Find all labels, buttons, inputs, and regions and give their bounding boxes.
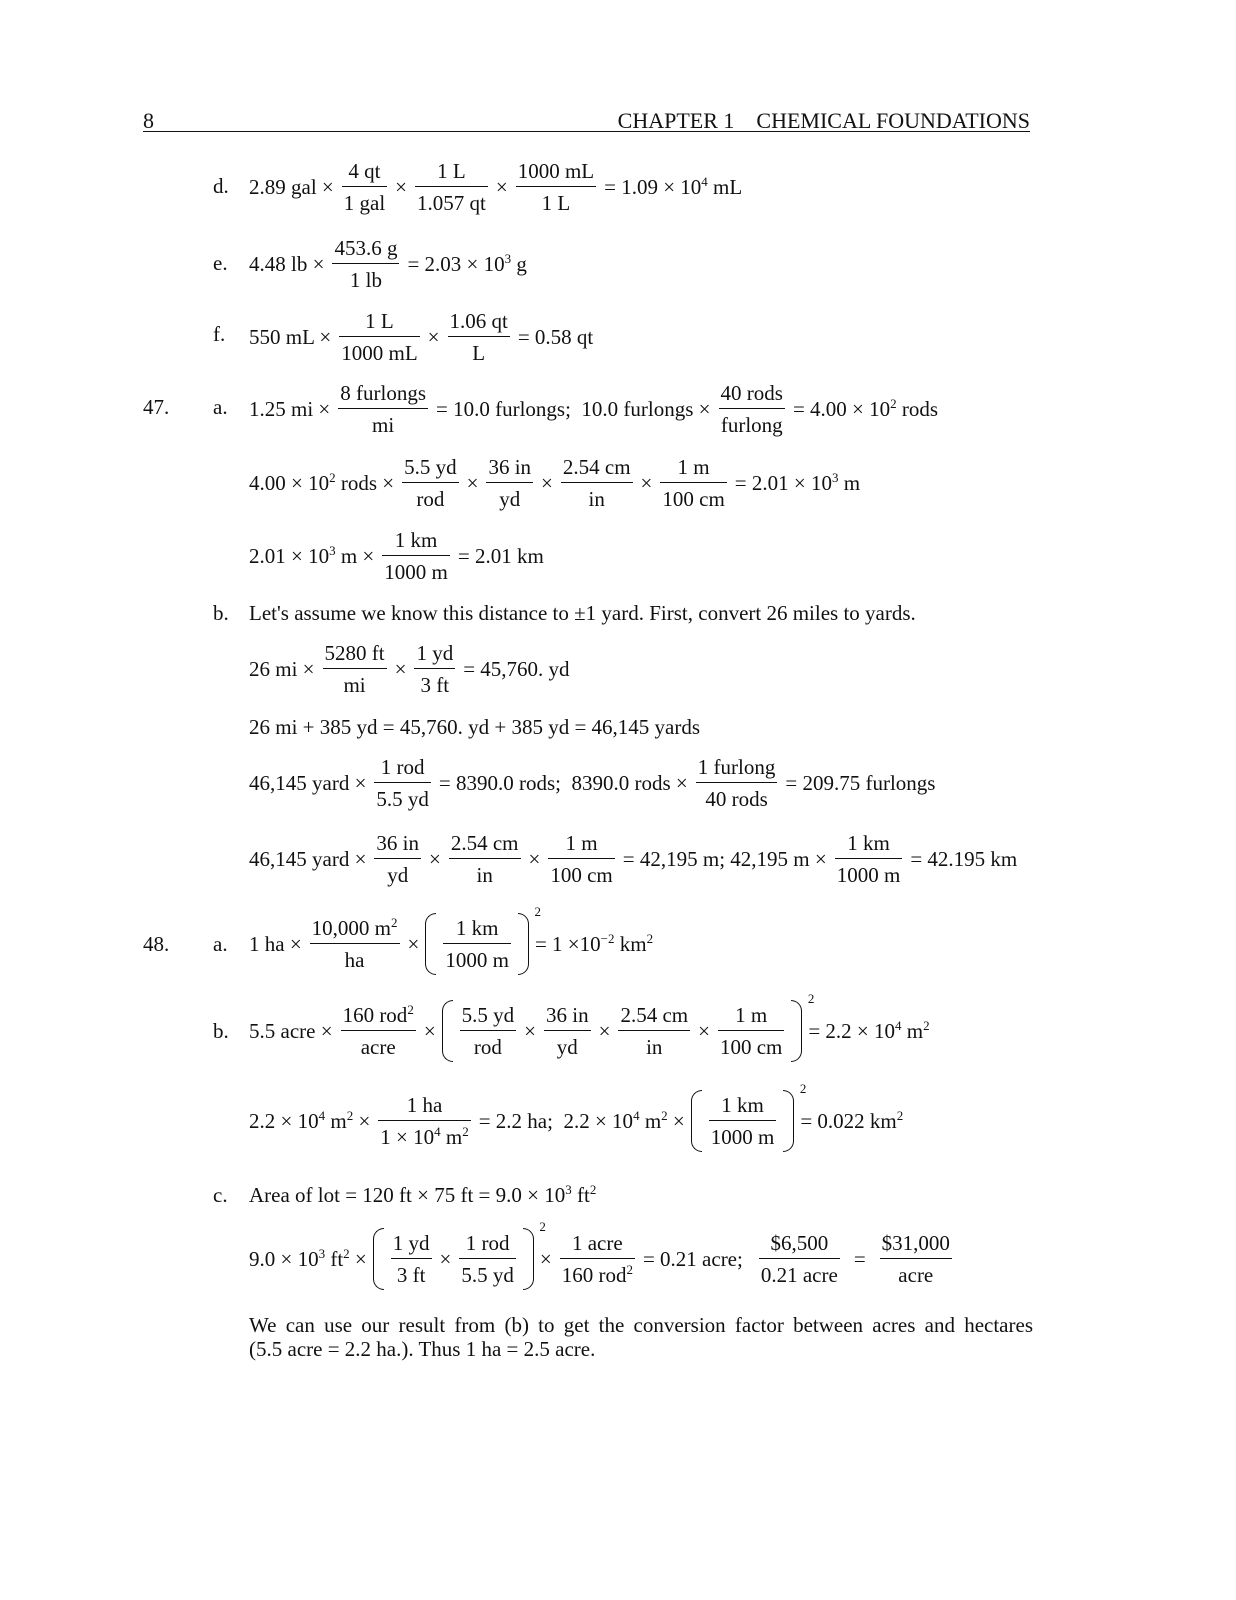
parenthesized-group bbox=[373, 1219, 546, 1288]
fraction: $\frac{1 km}{1000 m}$ bbox=[384, 528, 448, 585]
eq-result: = $1.09 \times 10^4$ mL bbox=[604, 173, 743, 199]
fraction: $\frac{1 m}{100 cm}$ bbox=[550, 831, 613, 888]
fraction: $\frac{\text{1 acre}}{160 rod^2}$ bbox=[561, 1231, 633, 1288]
times-sign: × bbox=[541, 470, 553, 495]
parenthesized-group bbox=[425, 904, 541, 973]
equation-47a-3 bbox=[249, 529, 544, 583]
fraction: $\frac{2.54 cm}{in}$ bbox=[562, 455, 631, 512]
eq-lead: $9.0 \times 10^3$ $ft^2$ × bbox=[249, 1245, 367, 1271]
line-47b-2: 26 mi + 385 yd = 45,760. yd + 385 yd = 46,145 yards bbox=[249, 715, 701, 739]
equation-47b-3 bbox=[249, 756, 935, 810]
label-d: d. bbox=[213, 174, 229, 198]
eq-result: = 42.195 km bbox=[910, 846, 1018, 871]
eq-result: = 209.75 furlongs bbox=[785, 770, 936, 795]
fraction: $\frac{1 m}{100 cm}$ bbox=[719, 1003, 783, 1060]
times-sign: × bbox=[539, 1246, 552, 1271]
parenthesized-group bbox=[442, 991, 815, 1060]
fraction: $\frac{1 ha}{1 \times 10^4 m^2}$ bbox=[380, 1093, 469, 1150]
times-sign: × bbox=[495, 174, 508, 199]
label-48b: b. bbox=[213, 1019, 229, 1043]
eq-lead: 1 ha × bbox=[249, 931, 302, 956]
fraction: $\frac{\text{1 rod}}{5.5 yd}$ bbox=[461, 1231, 514, 1288]
equation-48b-2 bbox=[249, 1081, 904, 1150]
eq-result: = $2.2 \times 10^4$ $m^2$ bbox=[808, 1017, 930, 1043]
fraction: $\frac{1 km}{1000 m}$ bbox=[836, 831, 901, 888]
eq-middle: = 10.0 furlongs; 10.0 furlongs × bbox=[436, 396, 711, 421]
text-48c-3: We can use our result from (b) to get the conversion factor between acres and hectares bbox=[249, 1313, 1033, 1337]
page-number: 8 bbox=[143, 108, 154, 133]
fraction: $\frac{453.6 g}{1 lb}$ bbox=[334, 236, 398, 293]
label-47a: a. bbox=[213, 395, 228, 419]
equation-d bbox=[249, 160, 742, 214]
equation-47b-4 bbox=[249, 832, 1017, 886]
parenthesized-group bbox=[691, 1081, 807, 1150]
fraction: $\frac{5280 ft}{mi}$ bbox=[324, 641, 385, 698]
question-47: 47. bbox=[143, 395, 170, 419]
fraction: $\frac{\text{1 furlong}}{\text{40 rods}}$ bbox=[697, 755, 776, 812]
eq-lead: 46,145 yard × bbox=[249, 770, 367, 795]
power-exponent: 2 bbox=[539, 1219, 546, 1234]
label-f: f. bbox=[213, 322, 226, 346]
eq-lead: 1.25 mi × bbox=[249, 396, 331, 421]
fraction: $\frac{1 km}{1000 m}$ bbox=[710, 1093, 775, 1150]
eq-lead: 5.5 acre × bbox=[249, 1018, 333, 1043]
equation-47a-2 bbox=[249, 456, 860, 510]
fraction: $\frac{2.54 cm}{in}$ bbox=[450, 831, 519, 888]
eq-lead: 26 mi × bbox=[249, 656, 315, 681]
eq-lead: $4.00 \times 10^2$ rods × bbox=[249, 469, 395, 495]
equation-48a bbox=[249, 904, 654, 973]
eq-result: = $4.00 \times 10^2$ rods bbox=[792, 395, 939, 421]
label-47b: b. bbox=[213, 601, 229, 625]
fraction: $\frac{\text{40 rods}}{\text{furlong}}$ bbox=[720, 381, 783, 438]
fraction: $\frac{36 in}{yd}$ bbox=[376, 831, 420, 888]
header-rule bbox=[143, 131, 1030, 132]
equation-47a-1 bbox=[249, 382, 938, 436]
eq-result: = 0.58 qt bbox=[517, 324, 594, 349]
times-sign: × bbox=[394, 656, 407, 681]
power-exponent: 2 bbox=[807, 991, 815, 1006]
times-sign: × bbox=[439, 1246, 452, 1271]
eq-result: = $2.03 \times 10^3$ g bbox=[407, 250, 527, 276]
times-sign: × bbox=[698, 1018, 710, 1043]
eq-lead: 46,145 yard × bbox=[249, 846, 367, 871]
fraction: $\frac{10,000 m^2}{ha}$ bbox=[311, 915, 398, 973]
eq-middle: = 8390.0 rods; 8390.0 rods × bbox=[438, 770, 688, 795]
fraction: $\frac{1 yd}{3 ft}$ bbox=[416, 641, 454, 698]
eq-result: = 0.022 $km^2$ bbox=[800, 1107, 904, 1133]
fraction: $\frac{\$31,000}{\text{acre}}$ bbox=[881, 1231, 950, 1288]
times-sign: × bbox=[524, 1018, 536, 1043]
equation-48c-2 bbox=[249, 1219, 960, 1288]
fraction: $\frac{36 in}{yd}$ bbox=[488, 455, 532, 512]
eq-middle: = 2.2 ha; $2.2 \times 10^4$ $m^2$ × bbox=[478, 1107, 685, 1133]
fraction: $\frac{4 qt}{\text{1 gal}}$ bbox=[343, 159, 386, 216]
label-48a: a. bbox=[213, 932, 228, 956]
fraction: $\frac{1 yd}{3 ft}$ bbox=[392, 1231, 430, 1288]
fraction: $\frac{1 m}{100 cm}$ bbox=[662, 455, 725, 512]
eq-lead: 550 mL × bbox=[249, 324, 332, 349]
fraction: $\frac{\$6,500}{\text{0.21 acre}}$ bbox=[760, 1231, 838, 1288]
eq-result: = 45,760. yd bbox=[463, 656, 570, 681]
power-exponent: 2 bbox=[534, 904, 541, 919]
fraction: $\frac{1.06 qt}{L}$ bbox=[449, 309, 508, 366]
times-sign: × bbox=[640, 470, 653, 495]
eq-result: = $1 \times 10^{-2}$ $km^2$ bbox=[534, 930, 654, 956]
eq-middle: = 0.21 acre; bbox=[642, 1246, 743, 1271]
equation-f bbox=[249, 310, 593, 364]
line-48c-1: Area of lot = 120 ft × 75 ft = $9.0 \times 10^3$ $ft^2$ bbox=[249, 1182, 597, 1207]
fraction: $\frac{1 L}{1000 mL}$ bbox=[341, 309, 418, 366]
fraction: $\frac{1000 mL}{1 L}$ bbox=[517, 159, 595, 216]
text-48c-4: (5.5 acre = 2.2 ha.). Thus 1 ha = 2.5 acre. bbox=[249, 1337, 596, 1361]
times-sign: × bbox=[423, 1018, 436, 1043]
times-sign: × bbox=[407, 931, 420, 956]
fraction: $\frac{2.54 cm}{in}$ bbox=[620, 1003, 689, 1060]
eq-lead: 4.48 lb × bbox=[249, 251, 325, 276]
fraction: $\frac{\text{1 rod}}{5.5 yd}$ bbox=[376, 755, 429, 812]
equation-48b-1 bbox=[249, 991, 930, 1060]
times-sign: × bbox=[598, 1018, 611, 1043]
chapter-title: CHAPTER 1 CHEMICAL FOUNDATIONS bbox=[617, 108, 1030, 133]
text-47b: Let's assume we know this distance to ±1 yard. First, convert 26 miles to yards. bbox=[249, 601, 916, 625]
eq-lead: 2.89 gal × bbox=[249, 174, 334, 199]
eq-lead: $2.2 \times 10^4$ $m^2$ × bbox=[249, 1107, 371, 1133]
eq-lead: $2.01 \times 10^3$ m × bbox=[249, 542, 375, 568]
eq-result: = 2.01 km bbox=[457, 543, 544, 568]
times-sign: × bbox=[466, 470, 479, 495]
fraction: $\frac{160 rod^2}{\text{acre}}$ bbox=[342, 1002, 414, 1060]
eq-middle: = 42,195 m; 42,195 m × bbox=[622, 846, 827, 871]
times-sign: × bbox=[528, 846, 541, 871]
label-e: e. bbox=[213, 251, 228, 275]
fraction: $\frac{5.5 yd}{\text{rod}}$ bbox=[461, 1003, 515, 1060]
fraction: $\frac{36 in}{yd}$ bbox=[546, 1003, 589, 1060]
times-sign: × bbox=[427, 324, 440, 349]
equation-47b-1 bbox=[249, 642, 570, 696]
power-exponent: 2 bbox=[799, 1081, 807, 1096]
fraction: $\frac{\text{8 furlongs}}{mi}$ bbox=[340, 381, 427, 438]
times-sign: × bbox=[395, 174, 407, 199]
equals-sign: = bbox=[853, 1246, 866, 1271]
label-48c: c. bbox=[213, 1183, 228, 1207]
eq-result: = $2.01 \times 10^3$ m bbox=[734, 469, 861, 495]
question-48: 48. bbox=[143, 932, 170, 956]
fraction: $\frac{1 km}{1000 m}$ bbox=[445, 916, 509, 973]
fraction: $\frac{1 L}{1.057 qt}$ bbox=[417, 159, 486, 216]
times-sign: × bbox=[429, 846, 441, 871]
equation-e bbox=[249, 237, 527, 291]
fraction: $\frac{5.5 yd}{\text{rod}}$ bbox=[404, 455, 457, 512]
